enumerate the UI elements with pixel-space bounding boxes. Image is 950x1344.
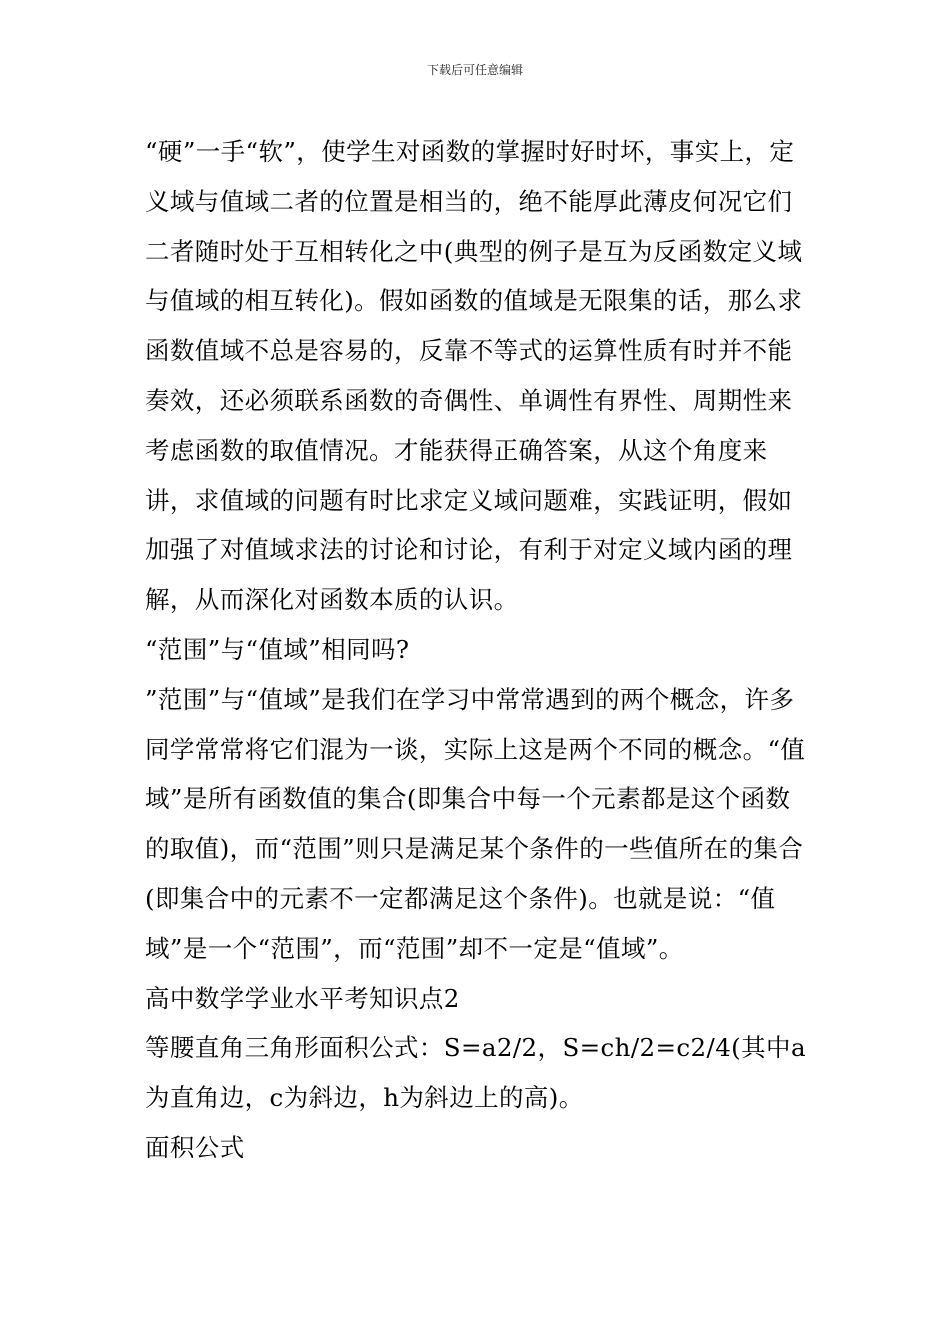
page-header: 下载后可任意编辑 xyxy=(426,63,523,77)
paragraph-isosceles-right-triangle-area: 等腰直角三角形面积公式：S=a2/2，S=ch/2=c2/4(其中a为直角边，c为斜边，h为斜边上的高)。 xyxy=(145,1033,806,1113)
heading-area-formula: 面积公式 xyxy=(145,1132,245,1162)
paragraph-range-vs-value-domain: ”范围”与“值域”是我们在学习中常常遇到的两个概念，许多同学常常将它们混为一谈，实际上这是两个不同的概念。“值域”是所有函数值的集合(即集合中每一个元素都是这个函数的取值)，而“范围”则只是满足某个条件的一些值所在的集合(即集合中的元素不一定都满足这个条件)。也就是说：“值域”是一个“范围”，而“范围”却不一定是“值域”。 xyxy=(145,684,806,963)
paragraph-domain-and-range: “硬”一手“软”，使学生对函数的掌握时好时坏，事实上，定义域与值域二者的位置是相当的，绝不能厚此薄皮何况它们二者随时处于互相转化之中(典型的例子是互为反函数定义域与值域的相互转化)。假如函数的值域是无限集的话，那么求函数值域不总是容易的，反靠不等式的运算性质有时并不能奏效，还必须联系函数的奇偶性、单调性有界性、周期性来考虑函数的取值情况。才能获得正确答案，从这个角度来讲，求值域的问题有时比求定义域问题难，实践证明，假如加强了对值域求法的讨论和讨论，有利于对定义域内函的理解，从而深化对函数本质的认识。 xyxy=(145,137,803,615)
document-body xyxy=(145,127,810,1173)
heading-knowledge-point: 高中数学学业水平考知识点2 xyxy=(145,983,460,1013)
heading-range-vs-value-domain: “范围”与“值域”相同吗? xyxy=(145,634,410,664)
